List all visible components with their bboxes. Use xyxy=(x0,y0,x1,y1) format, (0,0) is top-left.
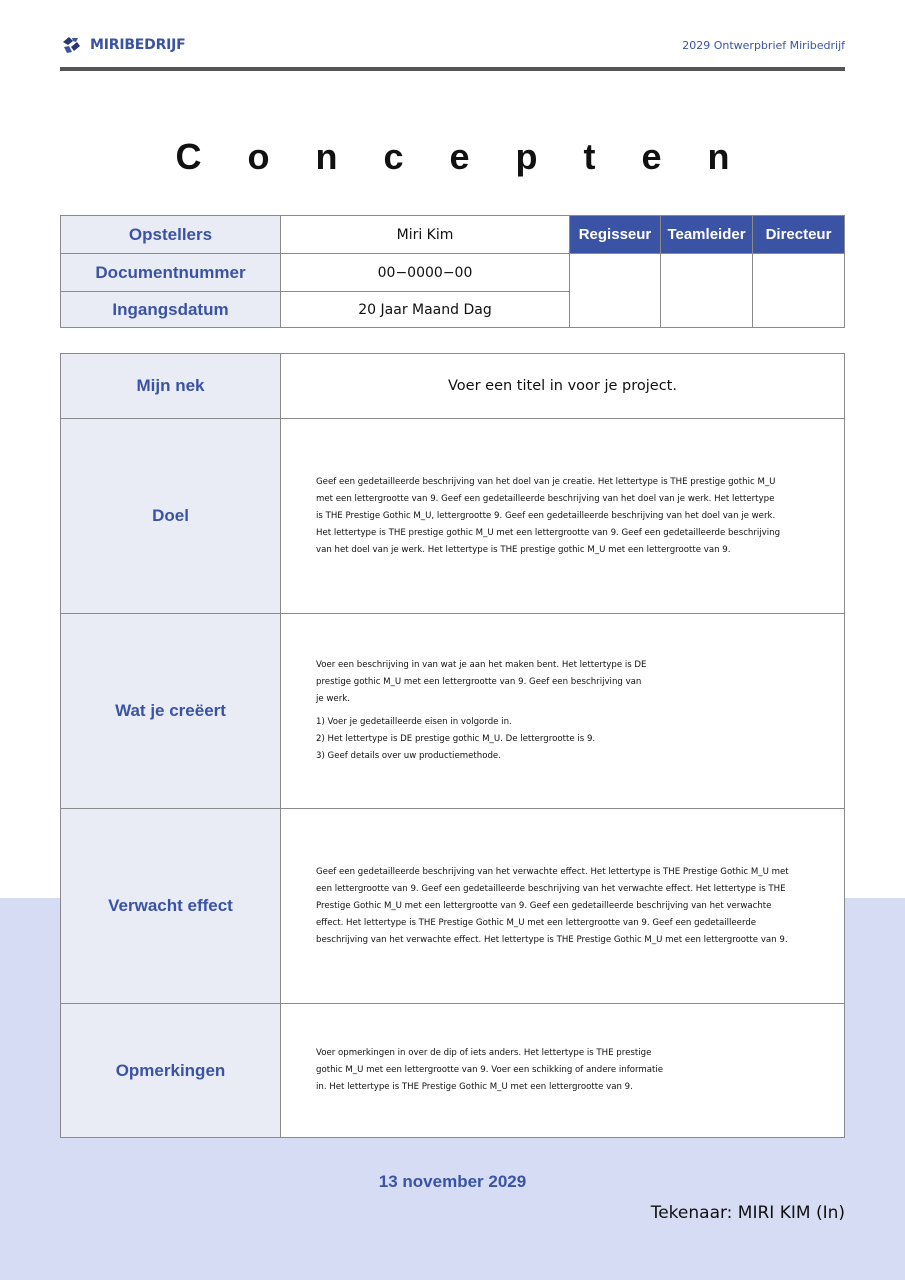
expected-effect-row xyxy=(61,808,844,1003)
list-item: 2) Het lettertype is DE prestige gothic M_U. De lettergrootte is 9. xyxy=(316,734,596,744)
document-number-label: Documentnummer xyxy=(61,254,281,291)
goal-row xyxy=(61,418,844,613)
text-line: Voer opmerkingen in over de dip of iets anders. Het lettertype is THE prestige xyxy=(316,1048,652,1058)
row-divider xyxy=(61,291,569,292)
page-header xyxy=(60,34,845,56)
goal-text[interactable] xyxy=(316,419,780,613)
text-line: met een lettergrootte van 9. Geef een gedetailleerde beschrijving van het doel van je werk. Het lettertype xyxy=(316,493,775,504)
text-line: Het lettertype is THE prestige gothic M_U met een lettergrootte van 9. Geef een gedetailleerde beschrijving xyxy=(316,527,781,538)
approval-signature-box[interactable] xyxy=(753,254,844,327)
text-line: van het doel van je werk. Het lettertype is THE prestige gothic M_U met een lettergrootte van 9. xyxy=(316,544,731,555)
requirements-list xyxy=(316,714,646,765)
company-logo xyxy=(60,34,186,56)
header-document-label: 2029 Ontwerpbrief Miribedrijf xyxy=(682,38,845,52)
approval-teamlead-header: Teamleider xyxy=(661,216,752,253)
text-line: in. Het lettertype is THE Prestige Gothic M_U met een lettergrootte van 9. xyxy=(316,1082,633,1092)
header-divider xyxy=(60,67,845,71)
approval-executive-header: Directeur xyxy=(753,216,844,253)
logo-icon xyxy=(60,34,82,56)
approval-director-header: Regisseur xyxy=(570,216,660,253)
expected-effect-label: Verwacht effect xyxy=(61,809,281,1003)
row-divider xyxy=(61,253,569,254)
project-title-label: Mijn nek xyxy=(61,354,281,418)
approval-signature-box[interactable] xyxy=(570,254,660,327)
page-title: C o n c e p t e n xyxy=(175,136,748,177)
text-line: Prestige Gothic M_U met een lettergrootte van 9. Geef een gedetailleerde beschrijving van het verwachte xyxy=(316,900,772,911)
project-title-row xyxy=(61,354,844,418)
creation-row xyxy=(61,613,844,808)
document-number-value: 00−0000−00 xyxy=(377,264,473,281)
remarks-text[interactable] xyxy=(316,1004,663,1137)
author-value: Miri Kim xyxy=(396,226,454,243)
author-label: Opstellers xyxy=(61,216,281,253)
text-line: gothic M_U met een lettergrootte van 9. Voer een schikking of andere informatie xyxy=(316,1065,664,1075)
text-line: Geef een gedetailleerde beschrijving van het verwachte effect. Het lettertype is THE Prestige Gothic M_U met xyxy=(316,866,789,877)
project-title-value[interactable]: Voer een titel in voor je project. xyxy=(448,378,677,394)
text-line: is THE Prestige Gothic M_U, lettergrootte 9. Geef een gedetailleerde beschrijving van het doel van je werk. xyxy=(316,510,776,521)
text-line: Voer een beschrijving in van wat je aan het maken bent. Het lettertype is DE xyxy=(316,660,647,670)
project-brief-table xyxy=(60,353,845,1138)
expected-effect-text[interactable] xyxy=(316,809,789,1003)
creation-label: Wat je creëert xyxy=(61,614,281,808)
document-info-table xyxy=(60,215,845,328)
logo-text: MIRIBEDRIJF xyxy=(90,37,186,53)
list-item: 1) Voer je gedetailleerde eisen in volgorde in. xyxy=(316,717,512,727)
text-line: beschrijving van het verwachte effect. Het lettertype is THE Prestige Gothic M_U met een lettergrootte van 9. xyxy=(316,934,788,945)
effective-date-label: Ingangsdatum xyxy=(61,292,281,327)
text-line: prestige gothic M_U met een lettergrootte van 9. Geef een beschrijving van xyxy=(316,677,642,687)
goal-label: Doel xyxy=(61,419,281,613)
text-line: een lettergrootte van 9. Geef een gedetailleerde beschrijving van het verwachte effect. Het lettertype is THE xyxy=(316,883,786,894)
text-line: je werk. xyxy=(316,694,350,704)
list-item: 3) Geef details over uw productiemethode. xyxy=(316,751,501,761)
footer-signer: Tekenaar: MIRI KIM (In) xyxy=(650,1203,845,1223)
remarks-row xyxy=(61,1003,844,1137)
text-line: effect. Het lettertype is THE Prestige Gothic M_U met een lettergrootte van 9. Geef een gedetailleerde xyxy=(316,917,757,928)
remarks-label: Opmerkingen xyxy=(61,1004,281,1137)
footer-date: 13 november 2029 xyxy=(378,1172,527,1191)
approval-signature-box[interactable] xyxy=(661,254,752,327)
text-line: Geef een gedetailleerde beschrijving van het doel van je creatie. Het lettertype is THE prestige gothic M_U xyxy=(316,476,776,487)
effective-date-value: 20 Jaar Maand Dag xyxy=(358,301,492,318)
creation-text[interactable] xyxy=(316,614,646,808)
